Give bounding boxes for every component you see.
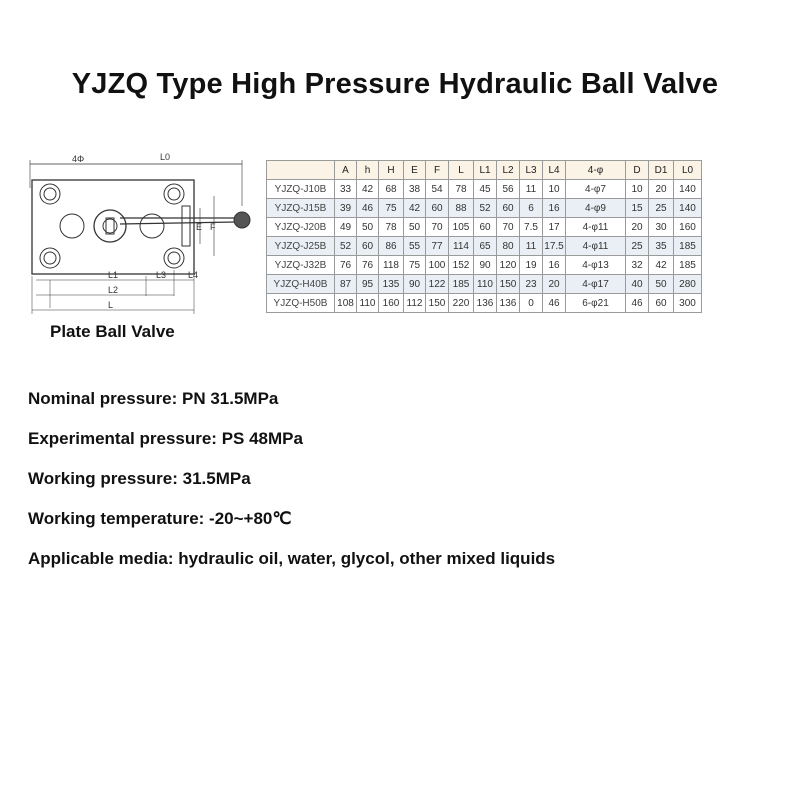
- table-cell: 68: [379, 180, 404, 199]
- table-cell: 38: [404, 180, 426, 199]
- table-cell: 46: [543, 294, 566, 313]
- table-cell: 60: [649, 294, 674, 313]
- table-cell: 150: [497, 275, 520, 294]
- table-cell: 20: [626, 218, 649, 237]
- table-cell: 45: [474, 180, 497, 199]
- dim-L3-label: L3: [156, 270, 167, 280]
- table-cell: 60: [426, 199, 449, 218]
- table-cell: 40: [626, 275, 649, 294]
- table-cell: 50: [357, 218, 379, 237]
- table-cell: 114: [449, 237, 474, 256]
- table-cell: 86: [379, 237, 404, 256]
- dim-hole-label: 4Φ: [72, 154, 85, 164]
- column-header: D1: [649, 161, 674, 180]
- table-cell: 4-φ9: [566, 199, 626, 218]
- table-row: [267, 256, 702, 275]
- table-cell: 90: [474, 256, 497, 275]
- table-row: [267, 237, 702, 256]
- table-cell: 23: [520, 275, 543, 294]
- table-cell: 4-φ17: [566, 275, 626, 294]
- table-cell: 10: [626, 180, 649, 199]
- table-cell: 4-φ7: [566, 180, 626, 199]
- table-cell: 0: [520, 294, 543, 313]
- table-cell: 19: [520, 256, 543, 275]
- table-row: [267, 180, 702, 199]
- table-cell: 20: [649, 180, 674, 199]
- table-cell: 50: [649, 275, 674, 294]
- column-header: L0: [674, 161, 702, 180]
- table-cell: 136: [497, 294, 520, 313]
- table-row: [267, 294, 702, 313]
- table-cell: 152: [449, 256, 474, 275]
- dim-L-label: L: [108, 300, 114, 310]
- table-cell: 4-φ11: [566, 218, 626, 237]
- dim-L1-label: L1: [108, 270, 119, 280]
- model-cell: YJZQ-H50B: [267, 294, 335, 313]
- table-cell: 135: [379, 275, 404, 294]
- spec-working-temperature: Working temperature: -20~+80℃: [28, 509, 292, 528]
- table-cell: 17.5: [543, 237, 566, 256]
- table-cell: 100: [426, 256, 449, 275]
- table-cell: 32: [626, 256, 649, 275]
- table-cell: 11: [520, 180, 543, 199]
- table-cell: 35: [649, 237, 674, 256]
- column-header: F: [426, 161, 449, 180]
- table-cell: 75: [404, 256, 426, 275]
- dim-E-label: E: [196, 222, 203, 232]
- column-header: L1: [474, 161, 497, 180]
- table-cell: 49: [335, 218, 357, 237]
- table-row: [267, 275, 702, 294]
- table-cell: 7.5: [520, 218, 543, 237]
- dimension-table: [266, 160, 702, 313]
- table-cell: 30: [649, 218, 674, 237]
- table-cell: 185: [449, 275, 474, 294]
- table-cell: 90: [404, 275, 426, 294]
- model-cell: YJZQ-J15B: [267, 199, 335, 218]
- table-cell: 140: [674, 199, 702, 218]
- dim-L2-label: L2: [108, 285, 119, 295]
- column-header: L2: [497, 161, 520, 180]
- table-cell: 122: [426, 275, 449, 294]
- table-cell: 11: [520, 237, 543, 256]
- table-cell: 70: [426, 218, 449, 237]
- table-cell: 52: [474, 199, 497, 218]
- table-cell: 65: [474, 237, 497, 256]
- table-cell: 78: [449, 180, 474, 199]
- spec-list: [28, 388, 555, 588]
- model-cell: YJZQ-J25B: [267, 237, 335, 256]
- spec-working-pressure: Working pressure: 31.5MPa: [28, 469, 251, 488]
- table-cell: 112: [404, 294, 426, 313]
- table-cell: 76: [357, 256, 379, 275]
- table-cell: 6: [520, 199, 543, 218]
- table-cell: 46: [357, 199, 379, 218]
- dim-L0-label: L0: [160, 152, 171, 162]
- table-cell: 60: [497, 199, 520, 218]
- table-cell: 16: [543, 256, 566, 275]
- table-cell: 77: [426, 237, 449, 256]
- column-header: A: [335, 161, 357, 180]
- table-cell: 108: [335, 294, 357, 313]
- table-cell: 140: [674, 180, 702, 199]
- table-body: [267, 180, 702, 313]
- table-cell: 33: [335, 180, 357, 199]
- table-cell: 55: [404, 237, 426, 256]
- table-cell: 150: [426, 294, 449, 313]
- table-cell: 88: [449, 199, 474, 218]
- column-header: D: [626, 161, 649, 180]
- table-cell: 39: [335, 199, 357, 218]
- table-cell: 75: [379, 199, 404, 218]
- model-cell: YJZQ-J10B: [267, 180, 335, 199]
- dim-F-label: F: [210, 222, 216, 232]
- table-cell: 136: [474, 294, 497, 313]
- table-cell: 185: [674, 256, 702, 275]
- column-header: L3: [520, 161, 543, 180]
- table-row: [267, 218, 702, 237]
- model-cell: YJZQ-J20B: [267, 218, 335, 237]
- spec-nominal-pressure: Nominal pressure: PN 31.5MPa: [28, 389, 279, 408]
- table-cell: 120: [497, 256, 520, 275]
- table-cell: 6-φ21: [566, 294, 626, 313]
- table-cell: 70: [497, 218, 520, 237]
- table-cell: 95: [357, 275, 379, 294]
- table-cell: 87: [335, 275, 357, 294]
- table-header-row: [267, 161, 702, 180]
- table-cell: 300: [674, 294, 702, 313]
- column-header: [267, 161, 335, 180]
- table-cell: 280: [674, 275, 702, 294]
- column-header: L: [449, 161, 474, 180]
- table-cell: 10: [543, 180, 566, 199]
- table-cell: 17: [543, 218, 566, 237]
- column-header: E: [404, 161, 426, 180]
- table-cell: 16: [543, 199, 566, 218]
- table-cell: 50: [404, 218, 426, 237]
- table-cell: 76: [335, 256, 357, 275]
- table-cell: 160: [379, 294, 404, 313]
- table-cell: 25: [649, 199, 674, 218]
- table-row: [267, 199, 702, 218]
- table-cell: 110: [474, 275, 497, 294]
- column-header: L4: [543, 161, 566, 180]
- table-cell: 25: [626, 237, 649, 256]
- table-cell: 110: [357, 294, 379, 313]
- table-cell: 42: [649, 256, 674, 275]
- table-cell: 4-φ11: [566, 237, 626, 256]
- table-cell: 42: [357, 180, 379, 199]
- valve-drawing: [22, 148, 258, 320]
- table-cell: 220: [449, 294, 474, 313]
- spec-experimental-pressure: Experimental pressure: PS 48MPa: [28, 429, 303, 448]
- table-cell: 60: [474, 218, 497, 237]
- drawing-caption: Plate Ball Valve: [50, 322, 175, 341]
- table-cell: 46: [626, 294, 649, 313]
- table-cell: 80: [497, 237, 520, 256]
- table-cell: 160: [674, 218, 702, 237]
- table-cell: 42: [404, 199, 426, 218]
- column-header: h: [357, 161, 379, 180]
- column-header: H: [379, 161, 404, 180]
- page-title: YJZQ Type High Pressure Hydraulic Ball Valve: [71, 68, 719, 100]
- column-header: 4-φ: [566, 161, 626, 180]
- table-cell: 78: [379, 218, 404, 237]
- table-cell: 20: [543, 275, 566, 294]
- table-cell: 4-φ13: [566, 256, 626, 275]
- table-cell: 56: [497, 180, 520, 199]
- model-cell: YJZQ-H40B: [267, 275, 335, 294]
- table-cell: 60: [357, 237, 379, 256]
- table-cell: 105: [449, 218, 474, 237]
- table-cell: 185: [674, 237, 702, 256]
- dim-L4-label: L4: [188, 270, 199, 280]
- table-cell: 52: [335, 237, 357, 256]
- table-cell: 118: [379, 256, 404, 275]
- table-cell: 15: [626, 199, 649, 218]
- model-cell: YJZQ-J32B: [267, 256, 335, 275]
- spec-applicable-media: Applicable media: hydraulic oil, water, glycol, other mixed liquids: [28, 549, 556, 568]
- table-cell: 54: [426, 180, 449, 199]
